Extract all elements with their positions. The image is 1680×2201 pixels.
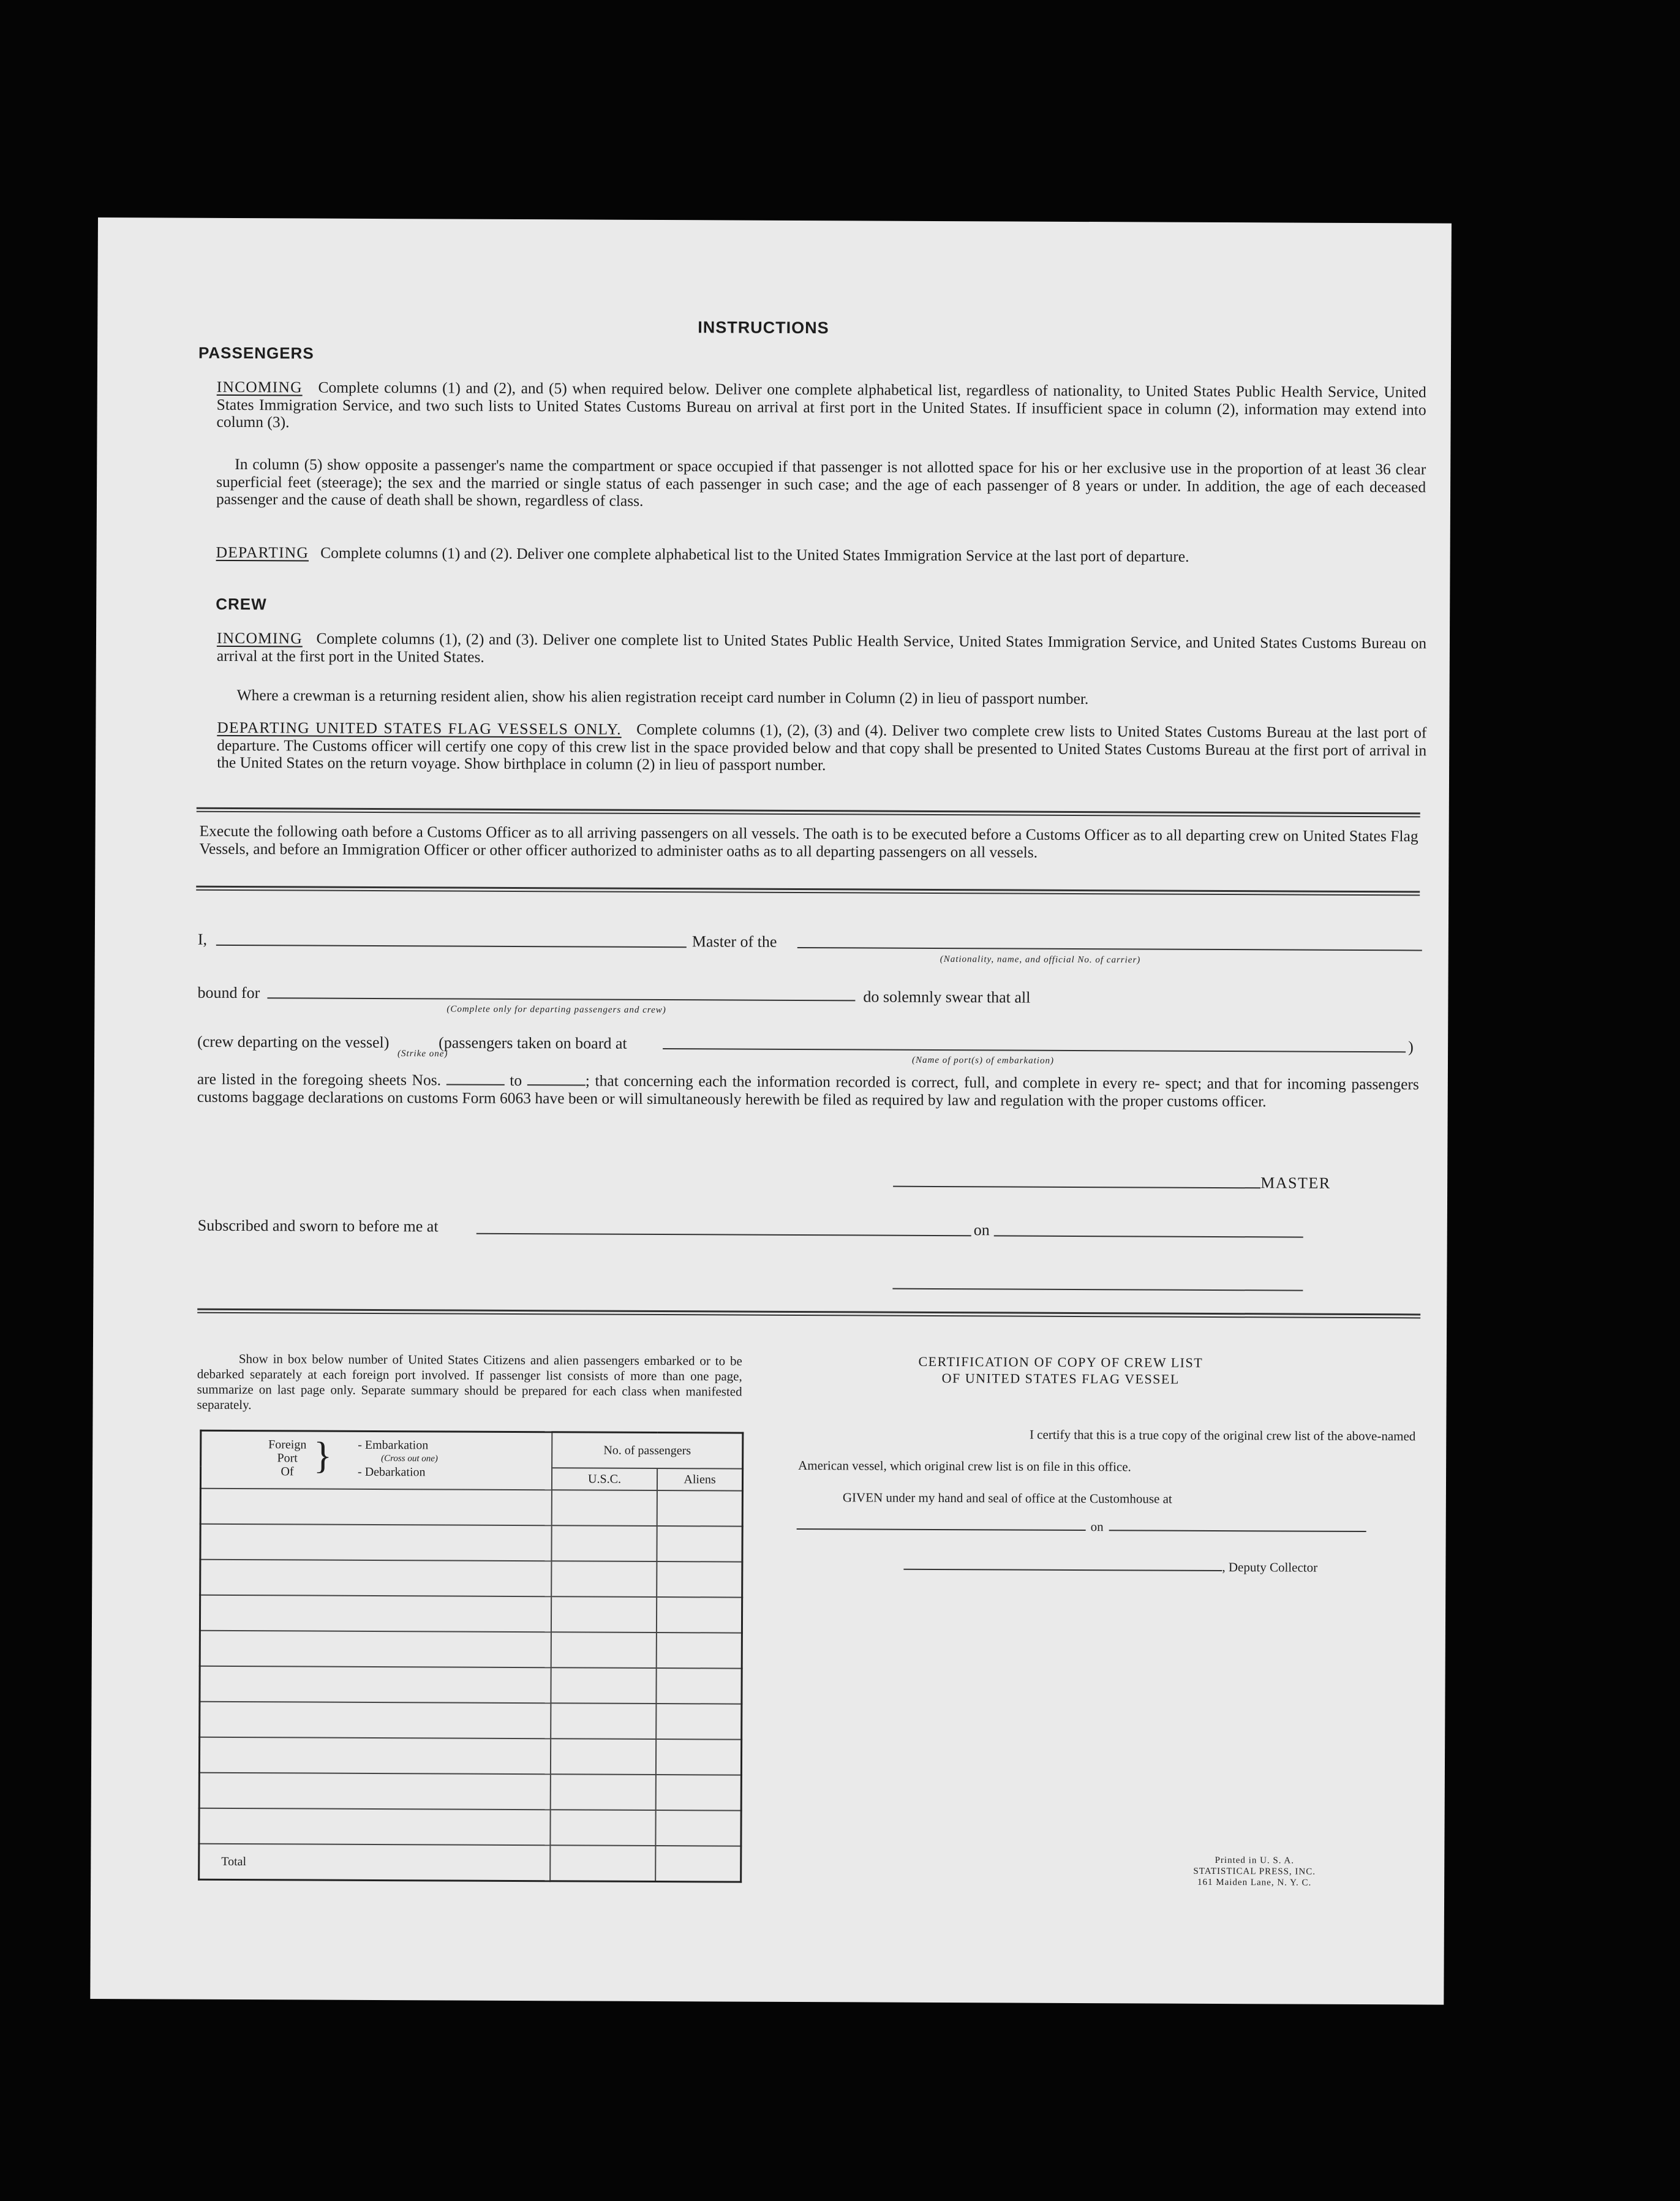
foreign-port-of-label [266, 1438, 309, 1478]
port-cell[interactable] [199, 1773, 551, 1810]
port-cell[interactable] [200, 1595, 551, 1633]
port-cell[interactable] [200, 1666, 551, 1704]
sworn-place-field[interactable] [477, 1233, 971, 1237]
certify-text-a: I certify that this is a true copy of the original crew list of the above-named [1029, 1427, 1416, 1444]
bound-for-note: (Complete only for departing passengers and crew) [446, 1004, 666, 1016]
double-rule [196, 886, 1420, 896]
crew-departing-text: Complete columns (1), (2), (3) and (4). Deliver two complete crew lists to United States Customs Bureau at the last port of departure. The Customs officer will certify one copy of this crew list in the space provided below and that copy shall be presented to United States Customs Bureau at the first port of arrival in the United States on the return voyage. Show birthplace in column (2) in lieu of passport number. [217, 720, 1427, 774]
summary-instructions: Show in box below number of United States Citizens and alien passengers embarked or to be debarked separately at each foreign port involved. If passenger list consists of more than one page, summarize on last page only. Separate summary should be prepared for each class when manifested separately. [197, 1351, 742, 1413]
foreign-port-header [200, 1430, 552, 1490]
sheet-from-field[interactable] [446, 1084, 505, 1085]
usc-cell[interactable] [551, 1703, 656, 1739]
subscribed-label: Subscribed and sworn to before me at [197, 1216, 439, 1236]
port-cell[interactable] [200, 1631, 551, 1668]
printer-line1: Printed in U. S. A. [1215, 1855, 1295, 1866]
port-cell[interactable] [200, 1560, 552, 1597]
certification-title [902, 1353, 1220, 1387]
usc-cell[interactable] [552, 1490, 657, 1526]
debarkation-option[interactable]: - Debarkation [358, 1465, 426, 1479]
table-row [200, 1666, 742, 1704]
port-cell[interactable] [200, 1489, 552, 1526]
listed-text-a: are listed in the foregoing sheets Nos. [197, 1070, 442, 1089]
aliens-cell[interactable] [657, 1526, 742, 1562]
strike-one-note: (Strike one) [397, 1049, 448, 1059]
passengers-departing-paragraph [216, 544, 1426, 567]
certify-text-b: American vessel, which original crew list is on file in this office. [798, 1458, 1131, 1474]
listed-to: to [510, 1071, 522, 1090]
embark-debark-labels [358, 1438, 438, 1479]
passengers-departing-text: Complete columns (1) and (2). Deliver one complete alphabetical list to the United States Immigration Service at the last port of departure. [320, 543, 1189, 565]
carrier-field[interactable] [797, 947, 1422, 951]
swear-label: do solemnly swear that all [863, 987, 1031, 1006]
certification-on-label: on [1090, 1519, 1104, 1535]
master-signature-label: MASTER [1260, 1174, 1331, 1192]
usc-header: U.S.C. [552, 1468, 657, 1490]
crew-incoming-paragraph [217, 630, 1426, 670]
aliens-cell[interactable] [657, 1561, 742, 1598]
port-note: (Name of port(s) of embarkation) [911, 1055, 1055, 1066]
crew-departing-option: (crew departing on the vessel) [197, 1032, 390, 1052]
passengers-incoming-text: Complete columns (1) and (2), and (5) when required below. Deliver one complete alphabetical list, regardless of nationality, to United States Public Health Service, United States Immigration Service, and two such lists to United States Customs Bureau on arrival at first port in the United States. If insufficient space in column (2), information may extend into column (3). [216, 378, 1426, 431]
passengers-column5-paragraph: In column (5) show opposite a passenger's name the compartment or space occupied if that passenger is not allotted space for his or her exclusive use in the proportion of at least 36 clear superficial feet (steerage); the sex and the married or single status of each passenger in such case; and the age of each passenger of 8 years or under. In addition, the age of each deceased passenger and the cause of death shall be shown, regardless of class. [216, 455, 1426, 510]
certification-date-field[interactable] [1109, 1530, 1366, 1532]
printer-imprint [1156, 1855, 1352, 1889]
table-row [200, 1595, 742, 1633]
sworn-date-field[interactable] [994, 1235, 1303, 1237]
close-paren: ) [1408, 1038, 1414, 1056]
deputy-collector-signature-field[interactable] [903, 1569, 1222, 1571]
table-row [199, 1773, 741, 1811]
table-row [200, 1489, 742, 1527]
usc-cell[interactable] [550, 1810, 655, 1846]
given-text: GIVEN under my hand and seal of office at the Customhouse at [842, 1490, 1172, 1506]
listed-text-c: spect; and that for incoming passengers customs baggage declarations on customs Form 6063 have been or will simultaneously herewith be filed as required by law and regulation with the proper customs officer. [197, 1074, 1419, 1110]
aliens-header: Aliens [657, 1468, 743, 1491]
port-cell[interactable] [200, 1702, 551, 1739]
printer-line3: 161 Maiden Lane, N. Y. C. [1197, 1877, 1312, 1888]
crew-incoming-label: INCOMING [216, 629, 303, 647]
printer-line2: STATISTICAL PRESS, INC. [1193, 1866, 1316, 1877]
listed-paragraph [197, 1071, 1419, 1111]
oath-i-label: I, [197, 930, 208, 948]
certification-title-line2: OF UNITED STATES FLAG VESSEL [941, 1370, 1180, 1387]
usc-cell[interactable] [551, 1667, 656, 1704]
brace-icon: } [314, 1435, 333, 1477]
bound-for-field[interactable] [267, 997, 855, 1001]
master-of-the-label: Master of the [691, 932, 777, 951]
usc-cell[interactable] [551, 1774, 656, 1810]
aliens-cell[interactable] [657, 1633, 742, 1669]
master-signature-field[interactable] [893, 1186, 1260, 1189]
total-aliens-cell[interactable] [655, 1846, 741, 1882]
master-name-field[interactable] [216, 945, 687, 948]
instructions-title: INSTRUCTIONS [698, 318, 829, 338]
crew-heading: CREW [216, 594, 267, 614]
aliens-cell[interactable] [656, 1668, 742, 1704]
bound-for-label: bound for [197, 983, 260, 1002]
aliens-cell[interactable] [656, 1739, 742, 1775]
table-row [199, 1737, 741, 1775]
crew-alien-paragraph: Where a crewman is a returning resident alien, show his alien registration receipt card number in Column (2) in lieu of passport number. [236, 685, 1089, 708]
no-of-passengers-header: No. of passengers [552, 1432, 743, 1469]
table-row [200, 1702, 742, 1740]
foreign-label: Foreign [268, 1438, 307, 1452]
carrier-note: (Nationality, name, and official No. of carrier) [940, 954, 1141, 965]
sheet-to-field[interactable] [527, 1084, 586, 1085]
table-row [200, 1560, 742, 1598]
oath-instructions-paragraph: Execute the following oath before a Customs Officer as to all arriving passengers on all vessels. The oath is to be executed before a Customs Officer as to all departing crew on United States Flag Vessels, and before an Immigration Officer or other officer authorized to administer oaths as to all departing passengers on all vessels. [199, 821, 1418, 861]
table-row [199, 1808, 741, 1846]
total-usc-cell[interactable] [550, 1845, 655, 1881]
total-row [199, 1844, 741, 1882]
usc-cell[interactable] [551, 1632, 657, 1668]
port-label: Port [277, 1451, 298, 1465]
of-label: Of [281, 1465, 294, 1479]
crew-incoming-text: Complete columns (1), (2) and (3). Deliver one complete list to United States Public Health Service, United States Immigration Service, and United States Customs Bureau on arrival at the first port in the United States. [216, 629, 1427, 666]
cross-out-note: (Cross out one) [381, 1454, 438, 1464]
certification-title-line1: CERTIFICATION OF COPY OF CREW LIST [918, 1353, 1203, 1370]
port-cell[interactable] [199, 1808, 551, 1846]
port-cell[interactable] [200, 1524, 552, 1561]
embarkation-option[interactable]: - Embarkation [358, 1438, 429, 1452]
total-label: Total [199, 1844, 551, 1881]
aliens-cell[interactable] [657, 1490, 743, 1527]
form-page [90, 217, 1452, 2005]
embarkation-port-field[interactable] [663, 1048, 1406, 1052]
listed-text-b: ; that concerning each the information recorded is correct, full, and complete in every re- [585, 1071, 1160, 1092]
aliens-cell[interactable] [656, 1775, 742, 1811]
double-rule [197, 1308, 1420, 1319]
passenger-summary-table [198, 1430, 744, 1883]
aliens-cell[interactable] [656, 1704, 742, 1740]
usc-cell[interactable] [551, 1739, 656, 1775]
sworn-on-label: on [973, 1221, 990, 1239]
table-row [200, 1524, 742, 1562]
passengers-departing-label: DEPARTING [216, 543, 309, 562]
usc-cell[interactable] [551, 1561, 657, 1597]
crew-departing-paragraph [217, 719, 1426, 777]
officer-signature-field[interactable] [892, 1288, 1303, 1291]
double-rule [197, 807, 1420, 818]
aliens-cell[interactable] [655, 1810, 741, 1846]
crew-departing-label: DEPARTING UNITED STATES FLAG VESSELS ONLY. [217, 718, 622, 738]
port-cell[interactable] [199, 1737, 551, 1775]
passengers-heading: PASSENGERS [198, 343, 314, 363]
passengers-incoming-paragraph [216, 379, 1426, 436]
usc-cell[interactable] [551, 1525, 657, 1561]
aliens-cell[interactable] [657, 1597, 742, 1633]
deputy-collector-label: , Deputy Collector [1222, 1560, 1318, 1575]
passengers-taken-option: (passengers taken on board at [439, 1033, 627, 1052]
customhouse-field[interactable] [797, 1528, 1086, 1531]
passengers-incoming-label: INCOMING [216, 377, 303, 396]
table-row [200, 1631, 742, 1669]
usc-cell[interactable] [551, 1596, 657, 1633]
